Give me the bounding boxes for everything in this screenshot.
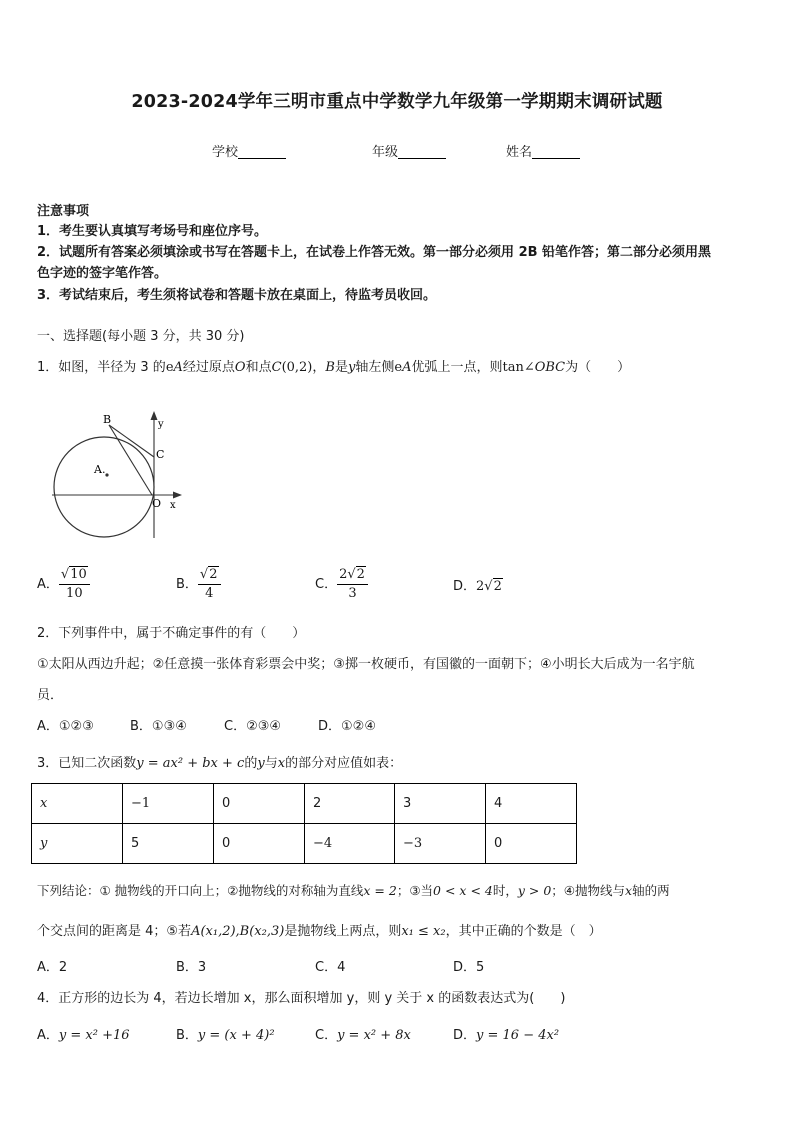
- label-b: B: [103, 413, 112, 426]
- q3-option-c: C．4: [315, 960, 346, 975]
- notice-item: 3．考试结束后，考生须将试卷和答题卡放在桌面上，待监考员收回。: [37, 288, 437, 303]
- table-cell: 3: [395, 784, 486, 824]
- segment-bc: [109, 425, 154, 457]
- table-cell: 0: [214, 824, 305, 864]
- label-c: C: [156, 448, 165, 461]
- table-cell: −3: [395, 824, 486, 864]
- notice-item: 色字迹的签字笔作答。: [37, 266, 168, 281]
- table-cell: −1: [123, 784, 214, 824]
- q4-option-c: C．y = x² + 8x: [315, 1028, 411, 1043]
- name-label: 姓名: [506, 145, 533, 160]
- circle-a: [54, 437, 154, 537]
- label-o: O: [152, 497, 162, 510]
- name-blank: [532, 145, 580, 159]
- q2-option-b: B．①③④: [130, 719, 187, 734]
- table-cell: 5: [123, 824, 214, 864]
- notice-heading: 注意事项: [37, 204, 90, 219]
- circle-figure: [46, 405, 196, 545]
- question-2-line: ①太阳从西边升起；②任意摸一张体育彩票会中奖；③掷一枚硬币，有国徽的一面朝下；④小明长大后成为一名宇航: [37, 657, 695, 672]
- q2-option-c: C．②③④: [224, 719, 282, 734]
- table-cell: x: [32, 784, 123, 824]
- section-heading: 一、选择题(每小题 3 分，共 30 分): [37, 329, 245, 344]
- q1-option-b: B． $\frac{√2}{4}$: [176, 566, 221, 603]
- label-x: x: [170, 500, 176, 511]
- table-cell: 4: [486, 784, 577, 824]
- grade-blank: [398, 145, 446, 159]
- q2-option-a: A．①②③: [37, 719, 94, 734]
- question-2-stem: 2．下列事件中，属于不确定事件的有（ ）: [37, 626, 306, 641]
- question-3-conclusions: 下列结论：① 抛物线的开口向上；②抛物线的对称轴为直线x = 2；③当0 < x < 4时，y > 0；④抛物线与x轴的两: [37, 883, 670, 898]
- page-title: 2023-2024学年三明市重点中学数学九年级第一学期期末调研试题: [131, 92, 663, 112]
- table-row: [32, 824, 577, 864]
- center-point-a: [105, 473, 108, 476]
- q1-option-a: A． $\frac{√10}{10}$: [37, 566, 90, 603]
- question-3-stem: 3．已知二次函数y = ax² + bx + c的y与x的部分对应值如表：: [37, 756, 403, 771]
- table-cell: 2: [305, 784, 395, 824]
- y-axis-arrow-icon: [151, 411, 158, 420]
- question-4-stem: 4．正方形的边长为 4，若边长增加 x，那么面积增加 y，则 y 关于 x 的函数表达式为( ): [37, 991, 566, 1006]
- q4-option-d: D．y = 16 − 4x²: [453, 1028, 560, 1043]
- q1-option-d: D．2√2: [453, 579, 502, 594]
- q3-option-b: B．3: [176, 960, 207, 975]
- table-cell: 0: [486, 824, 577, 864]
- q3-option-a: A．2: [37, 960, 68, 975]
- value-table: [31, 783, 577, 864]
- school-blank: [238, 145, 286, 159]
- q1-option-c: C． $\frac{2√2}{3}$: [315, 566, 368, 603]
- question-1-stem: 1．如图，半径为 3 的eA经过原点O和点C(0,2)，B是y轴左侧eA优弧上一点，则tan∠OBC为（ ）: [37, 360, 631, 375]
- q2-option-d: D．①②④: [318, 719, 376, 734]
- table-cell: −4: [305, 824, 395, 864]
- name-field: [506, 141, 580, 160]
- label-y: y: [158, 419, 164, 430]
- question-2-line: 员．: [37, 688, 64, 703]
- question-3-conclusions-2: 个交点间的距离是 4；⑤若A(x₁,2),B(x₂,3)是抛物线上两点，则x₁ ≤ x₂，其中正确的个数是（ ）: [37, 924, 602, 939]
- grade-label: 年级: [372, 145, 399, 160]
- table-row: [32, 784, 577, 824]
- table-cell: 0: [214, 784, 305, 824]
- notice-item: 1．考生要认真填写考场号和座位序号。: [37, 224, 268, 239]
- table-cell: y: [32, 824, 123, 864]
- q4-option-b: B．y = (x + 4)²: [176, 1028, 275, 1043]
- q3-option-d: D．5: [453, 960, 485, 975]
- school-field: [212, 141, 286, 160]
- x-axis-arrow-icon: [173, 492, 182, 499]
- label-a: A.: [94, 463, 106, 476]
- school-label: 学校: [212, 145, 239, 160]
- grade-field: [372, 141, 446, 160]
- notice-item: 2．试题所有答案必须填涂或书写在答题卡上，在试卷上作答无效。第一部分必须用 2B 铅笔作答；第二部分必须用黑: [37, 245, 712, 260]
- q4-option-a: A．y = x² +16: [37, 1028, 130, 1043]
